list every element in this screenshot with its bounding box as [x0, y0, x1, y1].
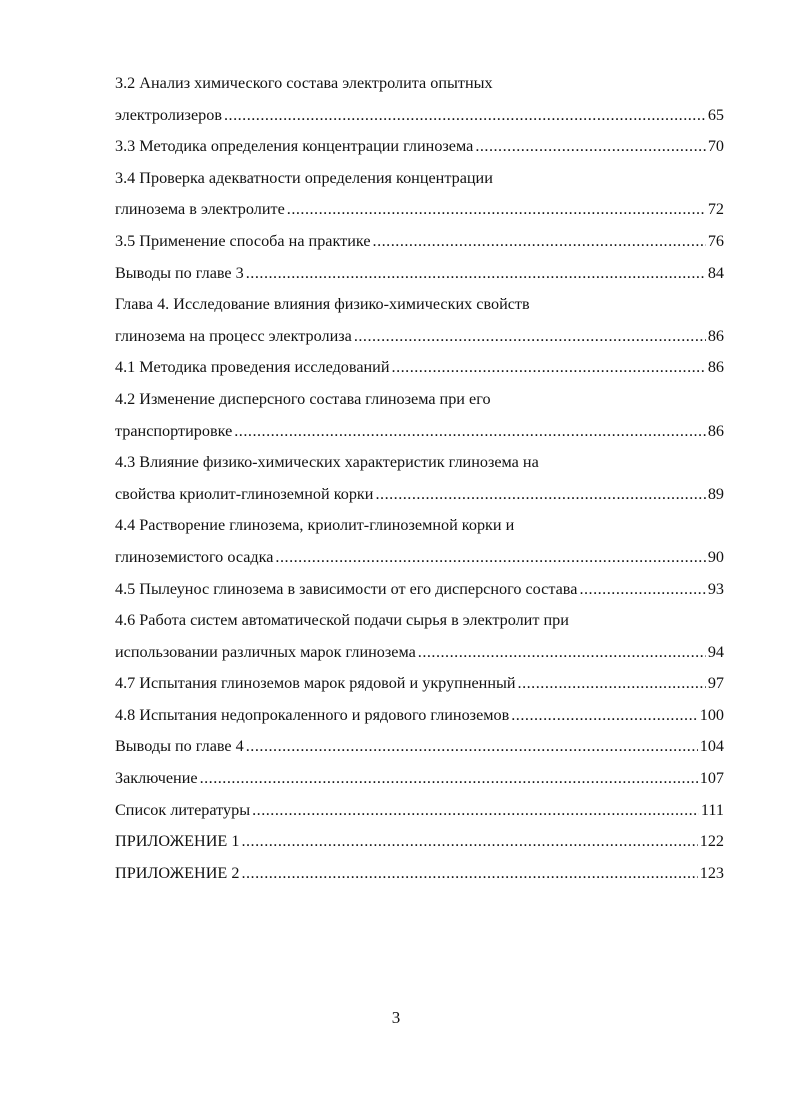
toc-line	[115, 384, 724, 416]
toc-page: 90	[707, 547, 724, 566]
dot-leader	[241, 858, 697, 890]
toc-line	[115, 447, 724, 479]
toc-text: 4.8 Испытания недопрокаленного и рядового глиноземов	[115, 705, 510, 724]
toc-text: ПРИЛОЖЕНИЕ 2	[115, 863, 240, 882]
dot-leader	[246, 258, 706, 290]
toc-entry	[115, 542, 724, 574]
toc-entry	[115, 700, 724, 732]
toc-text: Выводы по главе 3	[115, 263, 244, 282]
toc-entry	[115, 226, 724, 258]
toc-text: 4.1 Методика проведения исследований	[115, 358, 390, 377]
toc-entry	[115, 194, 724, 226]
toc-text: 4.4 Растворение глинозема, криолит-глиноземной корки и	[115, 516, 515, 535]
toc-text: 4.3 Влияние физико-химических характеристик глинозема на	[115, 453, 539, 472]
table-of-contents	[115, 68, 724, 889]
dot-leader	[354, 321, 706, 353]
dot-leader	[234, 416, 706, 448]
dot-leader	[200, 763, 698, 795]
toc-line	[115, 289, 724, 321]
dot-leader	[375, 479, 705, 511]
toc-text: ПРИЛОЖЕНИЕ 1	[115, 832, 240, 851]
toc-text: Заключение	[115, 769, 198, 788]
toc-text: 3.4 Проверка адекватности определения концентрации	[115, 168, 493, 187]
toc-page: 86	[707, 326, 724, 345]
page-number: 3	[391, 1008, 401, 1027]
toc-page: 100	[699, 705, 724, 724]
dot-leader	[373, 226, 706, 258]
toc-text: 4.5 Пылеунос глинозема в зависимости от его дисперсного состава	[115, 579, 578, 598]
toc-text: 3.2 Анализ химического состава электролита опытных	[115, 74, 493, 92]
toc-entry	[115, 416, 724, 448]
toc-page: 93	[707, 579, 724, 598]
toc-entry	[115, 668, 724, 700]
dot-leader	[518, 668, 706, 700]
toc-entry	[115, 763, 724, 795]
toc-text: свойства криолит-глиноземной корки	[115, 484, 374, 503]
toc-text: глинозема на процесс электролиза	[115, 326, 352, 345]
toc-entry	[115, 100, 724, 132]
toc-entry	[115, 131, 724, 163]
toc-entry	[115, 795, 724, 827]
toc-text: Глава 4. Исследование влияния физико-химических свойств	[115, 295, 530, 314]
toc-entry	[115, 858, 724, 890]
toc-entry	[115, 637, 724, 669]
dot-leader	[275, 542, 705, 574]
toc-page: 89	[707, 484, 724, 503]
dot-leader	[392, 352, 706, 384]
dot-leader	[252, 795, 699, 827]
toc-text: транспортировке	[115, 421, 233, 440]
toc-page: 97	[707, 674, 724, 693]
toc-page: 94	[707, 642, 724, 661]
dot-leader	[475, 131, 706, 163]
toc-page: 72	[707, 200, 724, 219]
toc-text: глинозема в электролите	[115, 200, 285, 219]
dot-leader	[579, 574, 705, 606]
toc-page: 111	[700, 800, 724, 819]
toc-text: 4.2 Изменение дисперсного состава глинозема при его	[115, 389, 491, 408]
toc-page: 107	[699, 769, 724, 788]
dot-leader	[511, 700, 697, 732]
dot-leader	[241, 826, 697, 858]
toc-page: 65	[707, 105, 724, 124]
toc-text: 4.6 Работа систем автоматической подачи сырья в электролит при	[115, 611, 569, 630]
toc-page: 122	[699, 832, 724, 851]
toc-entry	[115, 258, 724, 290]
toc-text: использовании различных марок глинозема	[115, 642, 416, 661]
toc-entry	[115, 731, 724, 763]
toc-entry	[115, 574, 724, 606]
toc-page: 123	[699, 863, 724, 882]
toc-entry	[115, 321, 724, 353]
toc-entry	[115, 479, 724, 511]
toc-text: 3.3 Методика определения концентрации глинозема	[115, 137, 474, 156]
toc-text: электролизеров	[115, 105, 222, 124]
toc-line	[115, 605, 724, 637]
toc-page: 86	[707, 421, 724, 440]
toc-page: 86	[707, 358, 724, 377]
toc-line	[115, 68, 724, 100]
toc-page: 70	[707, 137, 724, 156]
toc-line	[115, 510, 724, 542]
dot-leader	[418, 637, 706, 669]
toc-text: Выводы по главе 4	[115, 737, 244, 756]
toc-text: 4.7 Испытания глиноземов марок рядовой и укрупненный	[115, 674, 516, 693]
toc-page: 84	[707, 263, 724, 282]
dot-leader	[246, 731, 698, 763]
toc-text: глиноземистого осадка	[115, 547, 274, 566]
toc-text: Список литературы	[115, 800, 251, 819]
toc-entry	[115, 352, 724, 384]
toc-line	[115, 163, 724, 195]
toc-page: 104	[699, 737, 724, 756]
toc-entry	[115, 826, 724, 858]
toc-page: 76	[707, 231, 724, 250]
dot-leader	[224, 100, 706, 132]
dot-leader	[287, 194, 706, 226]
toc-text: 3.5 Применение способа на практике	[115, 231, 371, 250]
